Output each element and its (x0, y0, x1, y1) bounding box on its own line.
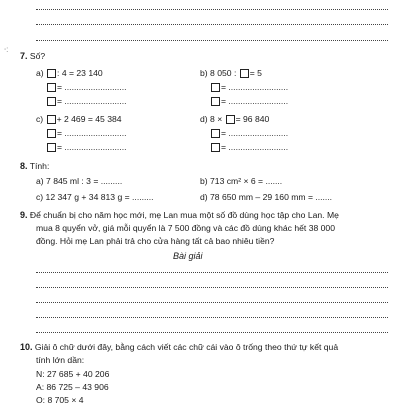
margin-mark-icon: ⸱: (4, 45, 9, 54)
q7b-line2[interactable]: = ......................... (210, 96, 288, 106)
q8-heading: 8. Tính: (20, 161, 50, 171)
q7c-line2[interactable]: = .......................... (46, 142, 126, 152)
q7d-line1[interactable]: = ......................... (210, 128, 288, 138)
blank-box[interactable] (47, 83, 56, 92)
q8d[interactable]: d) 78 650 mm – 29 160 mm = ....... (200, 192, 333, 202)
q7a-line1[interactable]: = .......................... (46, 82, 126, 92)
q9-line2: mua 8 quyển vở, giá mỗi quyển là 7 500 đồng và các đồ dùng khác hết 38 000 (36, 223, 335, 233)
blank-box[interactable] (240, 69, 249, 78)
blank-box[interactable] (47, 129, 56, 138)
q7d-equation: d) 8 × = 96 840 (200, 114, 270, 124)
blank-box[interactable] (226, 115, 235, 124)
q8c[interactable]: c) 12 347 g + 34 813 g = ......... (36, 192, 154, 202)
answer-line[interactable] (36, 40, 388, 41)
q10-line2: tính lớn dần: (36, 355, 85, 365)
blank-box[interactable] (47, 115, 56, 124)
q7d-line2[interactable]: = ......................... (210, 142, 288, 152)
q7b-equation: b) 8 050 : = 5 (200, 68, 262, 78)
answer-line[interactable] (36, 24, 388, 25)
q9-line1: 9. Để chuẩn bị cho năm học mới, mẹ Lan mua một số đồ dùng học tập cho Lan. Mẹ (20, 210, 339, 220)
answer-line[interactable] (36, 302, 388, 303)
q7a-equation: a) : 4 = 23 140 (36, 68, 103, 78)
q10-line1: 10. Giải ô chữ dưới đây, bằng cách viết các chữ cái vào ô trống theo thứ tự kết quả (20, 342, 339, 352)
q7a-line2[interactable]: = .......................... (46, 96, 126, 106)
answer-line[interactable] (36, 332, 388, 333)
q9-line3: đồng. Hỏi mẹ Lan phải trả cho cửa hàng tất cả bao nhiêu tiền? (36, 236, 275, 246)
q7c-line1[interactable]: = .......................... (46, 128, 126, 138)
answer-line[interactable] (36, 287, 388, 288)
q7c-equation: c) + 2 469 = 45 384 (36, 114, 122, 124)
blank-box[interactable] (47, 69, 56, 78)
q10-item-o: O: 8 705 × 4 (36, 395, 84, 405)
q8b[interactable]: b) 713 cm² × 6 = ....... (200, 176, 283, 186)
blank-box[interactable] (211, 129, 220, 138)
solution-title: Bài giải (173, 251, 203, 261)
answer-line[interactable] (36, 9, 388, 10)
q10-item-a: A: 86 725 – 43 906 (36, 382, 109, 392)
answer-line[interactable] (36, 272, 388, 273)
blank-box[interactable] (211, 97, 220, 106)
q10-item-n: N: 27 685 + 40 206 (36, 369, 110, 379)
blank-box[interactable] (211, 83, 220, 92)
blank-box[interactable] (47, 143, 56, 152)
blank-box[interactable] (211, 143, 220, 152)
q7-heading: 7. Số? (20, 51, 46, 61)
q7b-line1[interactable]: = ......................... (210, 82, 288, 92)
blank-box[interactable] (47, 97, 56, 106)
answer-line[interactable] (36, 317, 388, 318)
q8a[interactable]: a) 7 845 ml : 3 = ......... (36, 176, 123, 186)
